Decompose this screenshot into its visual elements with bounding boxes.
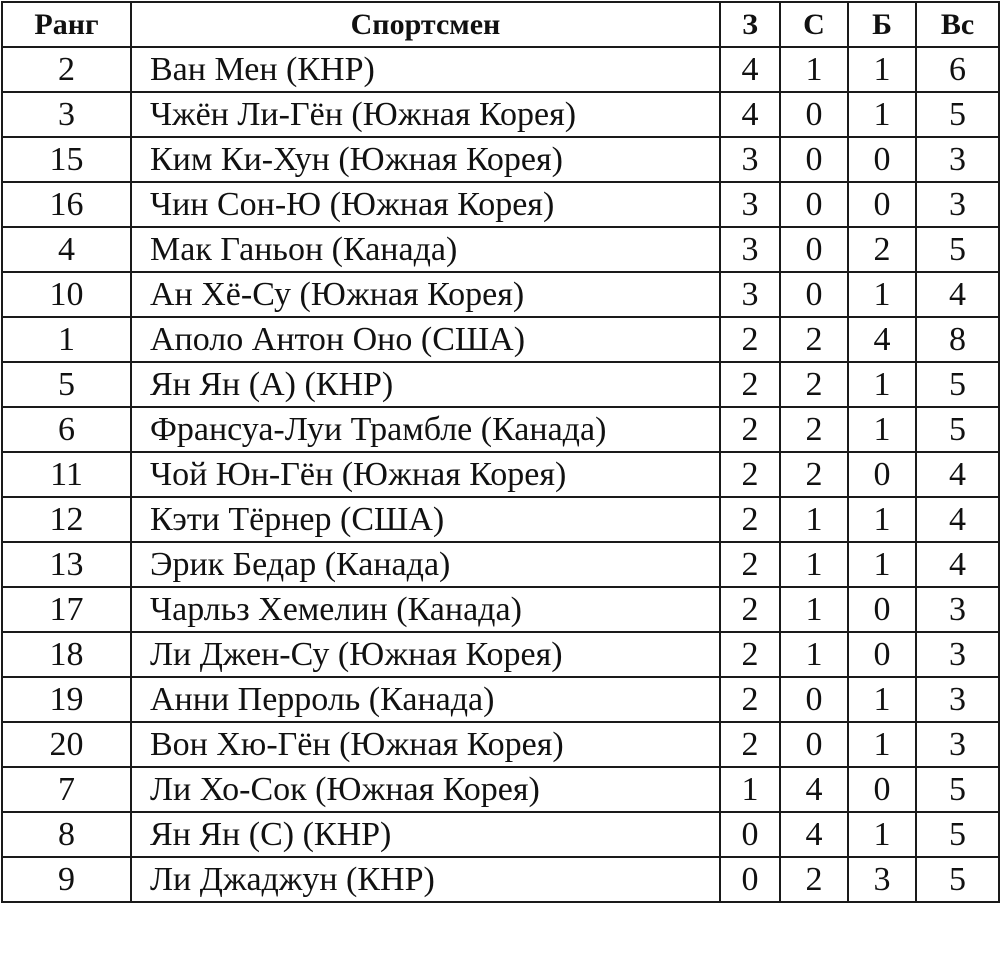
cell-athlete: Ван Мен (КНР) — [131, 47, 720, 92]
cell-athlete: Ким Ки-Хун (Южная Корея) — [131, 137, 720, 182]
cell-athlete: Чин Сон-Ю (Южная Корея) — [131, 182, 720, 227]
cell-silver: 1 — [780, 47, 848, 92]
cell-rank: 11 — [2, 452, 131, 497]
table-header — [2, 2, 999, 47]
cell-total: 3 — [916, 722, 999, 767]
table-row — [2, 857, 999, 902]
cell-gold: 3 — [720, 227, 780, 272]
cell-gold: 2 — [720, 677, 780, 722]
cell-athlete: Эрик Бедар (Канада) — [131, 542, 720, 587]
cell-gold: 2 — [720, 722, 780, 767]
cell-silver: 1 — [780, 632, 848, 677]
cell-silver: 0 — [780, 182, 848, 227]
cell-total: 4 — [916, 542, 999, 587]
cell-bronze: 1 — [848, 272, 916, 317]
cell-silver: 0 — [780, 677, 848, 722]
cell-gold: 2 — [720, 317, 780, 362]
table-row — [2, 632, 999, 677]
cell-bronze: 1 — [848, 812, 916, 857]
cell-gold: 2 — [720, 362, 780, 407]
table-row — [2, 722, 999, 767]
cell-rank: 7 — [2, 767, 131, 812]
table-row — [2, 182, 999, 227]
table-row — [2, 452, 999, 497]
cell-athlete: Чжён Ли-Гён (Южная Корея) — [131, 92, 720, 137]
cell-rank: 18 — [2, 632, 131, 677]
cell-total: 8 — [916, 317, 999, 362]
cell-rank: 10 — [2, 272, 131, 317]
header-athlete: Спортсмен — [131, 2, 720, 47]
cell-rank: 2 — [2, 47, 131, 92]
table-body — [2, 47, 999, 902]
cell-bronze: 0 — [848, 452, 916, 497]
cell-total: 5 — [916, 812, 999, 857]
cell-silver: 0 — [780, 722, 848, 767]
cell-rank: 12 — [2, 497, 131, 542]
cell-total: 6 — [916, 47, 999, 92]
cell-athlete: Чарльз Хемелин (Канада) — [131, 587, 720, 632]
cell-rank: 4 — [2, 227, 131, 272]
cell-gold: 4 — [720, 47, 780, 92]
cell-silver: 2 — [780, 362, 848, 407]
cell-total: 3 — [916, 587, 999, 632]
cell-silver: 1 — [780, 542, 848, 587]
table-row — [2, 677, 999, 722]
cell-bronze: 4 — [848, 317, 916, 362]
table-row — [2, 272, 999, 317]
cell-gold: 2 — [720, 542, 780, 587]
cell-total: 3 — [916, 137, 999, 182]
cell-rank: 19 — [2, 677, 131, 722]
table-row — [2, 362, 999, 407]
cell-total: 4 — [916, 452, 999, 497]
cell-athlete: Франсуа-Луи Трамбле (Канада) — [131, 407, 720, 452]
cell-silver: 2 — [780, 857, 848, 902]
table-row — [2, 497, 999, 542]
cell-rank: 15 — [2, 137, 131, 182]
cell-bronze: 0 — [848, 137, 916, 182]
header-gold: З — [720, 2, 780, 47]
table-row — [2, 587, 999, 632]
cell-rank: 5 — [2, 362, 131, 407]
table-row — [2, 407, 999, 452]
table-row — [2, 92, 999, 137]
header-row — [2, 2, 999, 47]
cell-silver: 2 — [780, 452, 848, 497]
cell-rank: 13 — [2, 542, 131, 587]
cell-gold: 2 — [720, 632, 780, 677]
cell-athlete: Ли Хо-Сок (Южная Корея) — [131, 767, 720, 812]
cell-gold: 0 — [720, 812, 780, 857]
table-row — [2, 227, 999, 272]
cell-athlete: Мак Ганьон (Канада) — [131, 227, 720, 272]
table-row — [2, 47, 999, 92]
cell-total: 5 — [916, 227, 999, 272]
table-row — [2, 767, 999, 812]
cell-bronze: 1 — [848, 362, 916, 407]
cell-silver: 4 — [780, 767, 848, 812]
cell-rank: 6 — [2, 407, 131, 452]
cell-silver: 0 — [780, 227, 848, 272]
cell-bronze: 1 — [848, 407, 916, 452]
cell-silver: 0 — [780, 92, 848, 137]
cell-total: 3 — [916, 632, 999, 677]
cell-bronze: 1 — [848, 542, 916, 587]
cell-rank: 9 — [2, 857, 131, 902]
cell-athlete: Кэти Тёрнер (США) — [131, 497, 720, 542]
header-silver: С — [780, 2, 848, 47]
cell-gold: 3 — [720, 137, 780, 182]
cell-athlete: Аполо Антон Оно (США) — [131, 317, 720, 362]
table-row — [2, 317, 999, 362]
cell-gold: 3 — [720, 182, 780, 227]
cell-bronze: 1 — [848, 722, 916, 767]
cell-gold: 2 — [720, 497, 780, 542]
cell-athlete: Ян Ян (А) (КНР) — [131, 362, 720, 407]
cell-total: 5 — [916, 362, 999, 407]
cell-gold: 2 — [720, 587, 780, 632]
cell-silver: 4 — [780, 812, 848, 857]
cell-athlete: Ли Джаджун (КНР) — [131, 857, 720, 902]
cell-rank: 17 — [2, 587, 131, 632]
cell-total: 5 — [916, 767, 999, 812]
cell-gold: 3 — [720, 272, 780, 317]
cell-silver: 0 — [780, 272, 848, 317]
cell-total: 3 — [916, 182, 999, 227]
medal-table — [1, 1, 1000, 903]
cell-gold: 4 — [720, 92, 780, 137]
cell-gold: 2 — [720, 452, 780, 497]
cell-athlete: Ян Ян (С) (КНР) — [131, 812, 720, 857]
cell-gold: 0 — [720, 857, 780, 902]
cell-bronze: 1 — [848, 497, 916, 542]
cell-athlete: Ан Хё-Су (Южная Корея) — [131, 272, 720, 317]
cell-total: 5 — [916, 407, 999, 452]
cell-silver: 1 — [780, 497, 848, 542]
cell-total: 5 — [916, 92, 999, 137]
cell-rank: 8 — [2, 812, 131, 857]
cell-bronze: 1 — [848, 92, 916, 137]
header-bronze: Б — [848, 2, 916, 47]
cell-silver: 1 — [780, 587, 848, 632]
cell-athlete: Чой Юн-Гён (Южная Корея) — [131, 452, 720, 497]
cell-rank: 1 — [2, 317, 131, 362]
cell-bronze: 0 — [848, 587, 916, 632]
cell-bronze: 0 — [848, 632, 916, 677]
cell-total: 5 — [916, 857, 999, 902]
cell-total: 3 — [916, 677, 999, 722]
cell-total: 4 — [916, 272, 999, 317]
cell-rank: 3 — [2, 92, 131, 137]
cell-silver: 2 — [780, 317, 848, 362]
cell-bronze: 0 — [848, 767, 916, 812]
cell-bronze: 3 — [848, 857, 916, 902]
cell-bronze: 0 — [848, 182, 916, 227]
cell-silver: 0 — [780, 137, 848, 182]
cell-rank: 20 — [2, 722, 131, 767]
cell-silver: 2 — [780, 407, 848, 452]
header-total: Вс — [916, 2, 999, 47]
table-row — [2, 137, 999, 182]
cell-gold: 2 — [720, 407, 780, 452]
cell-bronze: 1 — [848, 677, 916, 722]
cell-athlete: Анни Перроль (Канада) — [131, 677, 720, 722]
cell-bronze: 2 — [848, 227, 916, 272]
cell-gold: 1 — [720, 767, 780, 812]
cell-bronze: 1 — [848, 47, 916, 92]
cell-athlete: Вон Хю-Гён (Южная Корея) — [131, 722, 720, 767]
table-row — [2, 812, 999, 857]
cell-athlete: Ли Джен-Су (Южная Корея) — [131, 632, 720, 677]
cell-rank: 16 — [2, 182, 131, 227]
table-row — [2, 542, 999, 587]
header-rank: Ранг — [2, 2, 131, 47]
cell-total: 4 — [916, 497, 999, 542]
